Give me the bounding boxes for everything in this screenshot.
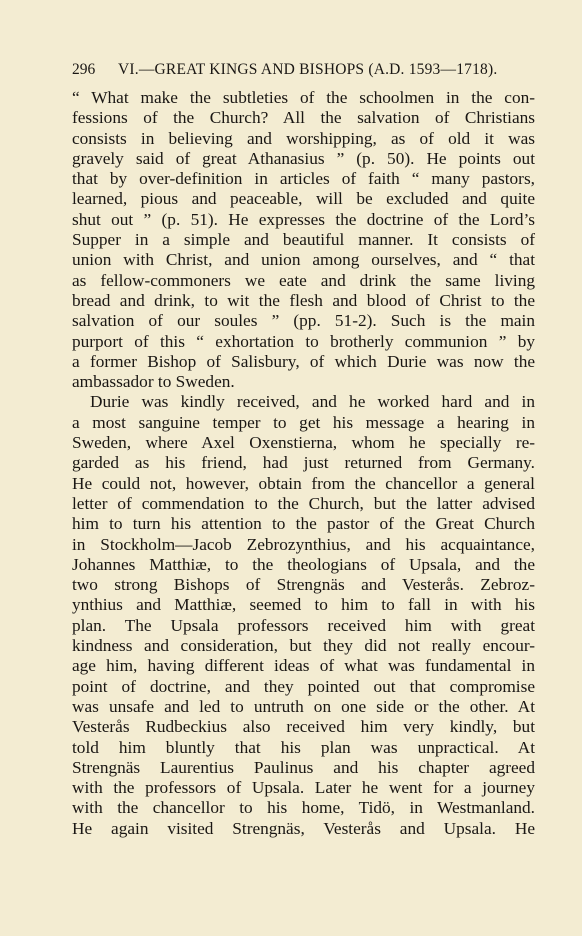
text-line: gravely said of great Athanasius ” (p. 50). He points out [72,148,535,168]
text-line: as fellow-commoners we eate and drink the same living [72,270,535,290]
text-line: with the chancellor to his home, Tidö, in Westmanland. [72,798,535,818]
text-line: “ What make the subtleties of the schoolmen in the con- [72,88,535,107]
running-head-title: VI.—GREAT KINGS AND BISHOPS (A.D. 1593—1718). [118,61,498,78]
text-line: Sweden, where Axel Oxenstierna, whom he specially re- [72,433,535,453]
text-line: Johannes Matthiæ, to the theologians of Upsala, and the [72,554,535,574]
text-line: union with Christ, and union among ourselves, and “ that [72,250,535,270]
text-line: ambassador to Sweden. [72,372,235,392]
text-line: ynthius and Matthiæ, seemed to him to fall in with his [72,595,535,615]
text-line: plan. The Upsala professors received him with great [72,615,535,635]
text-line: learned, pious and peaceable, will be excluded and quite [72,189,535,209]
text-line: a most sanguine temper to get his message a hearing in [72,412,535,432]
text-line: purport of this “ exhortation to brotherly communion ” by [72,331,535,351]
text-line: kindness and consideration, but they did not really encour- [72,636,535,656]
text-line: salvation of our soules ” (pp. 51-2). Such is the main [72,311,535,331]
text-line: was unsafe and led to untruth on one side or the other. At [72,696,535,716]
text-line: garded as his friend, had just returned from Germany. [72,453,535,473]
text-line: fessions of the Church? All the salvation of Christians [72,108,535,128]
running-head [72,61,512,83]
page-number: 296 [72,61,96,78]
text-line: two strong Bishops of Strengnäs and Vesterås. Zebroz- [72,575,535,595]
text-line: shut out ” (p. 51). He expresses the doctrine of the Lord’s [72,209,535,229]
text-line: He could not, however, obtain from the chancellor a general [72,473,535,493]
text-line: bread and drink, to wit the flesh and blood of Christ to the [72,290,535,310]
text-line: age him, having different ideas of what was fundamental in [72,656,535,676]
paragraph-2 [72,392,535,839]
text-line: with the professors of Upsala. Later he went for a journey [72,778,535,798]
text-line: Strengnäs Laurentius Paulinus and his chapter agreed [72,757,535,777]
text-line: Supper in a simple and beautiful manner. It consists of [72,230,535,250]
text-line: Vesterås Rudbeckius also received him very kindly, but [72,717,535,737]
text-line: point of doctrine, and they pointed out that compromise [72,676,535,696]
text-line: Durie was kindly received, and he worked hard and in [90,392,535,412]
body-text [72,88,535,839]
text-line: a former Bishop of Salisbury, of which Durie was now the [72,351,535,371]
text-line: He again visited Strengnäs, Vesterås and Upsala. He [72,818,535,838]
text-line: him to turn his attention to the pastor of the Great Church [72,514,535,534]
paragraph-1 [72,88,535,392]
text-line: told him bluntly that his plan was unpractical. At [72,737,535,757]
text-line: consists in believing and worshipping, as of old it was [72,128,535,148]
text-line: that by over-definition in articles of faith “ many pastors, [72,169,535,189]
text-line: in Stockholm—Jacob Zebrozynthius, and his acquaintance, [72,534,535,554]
text-line: letter of commendation to the Church, but the latter advised [72,493,535,513]
